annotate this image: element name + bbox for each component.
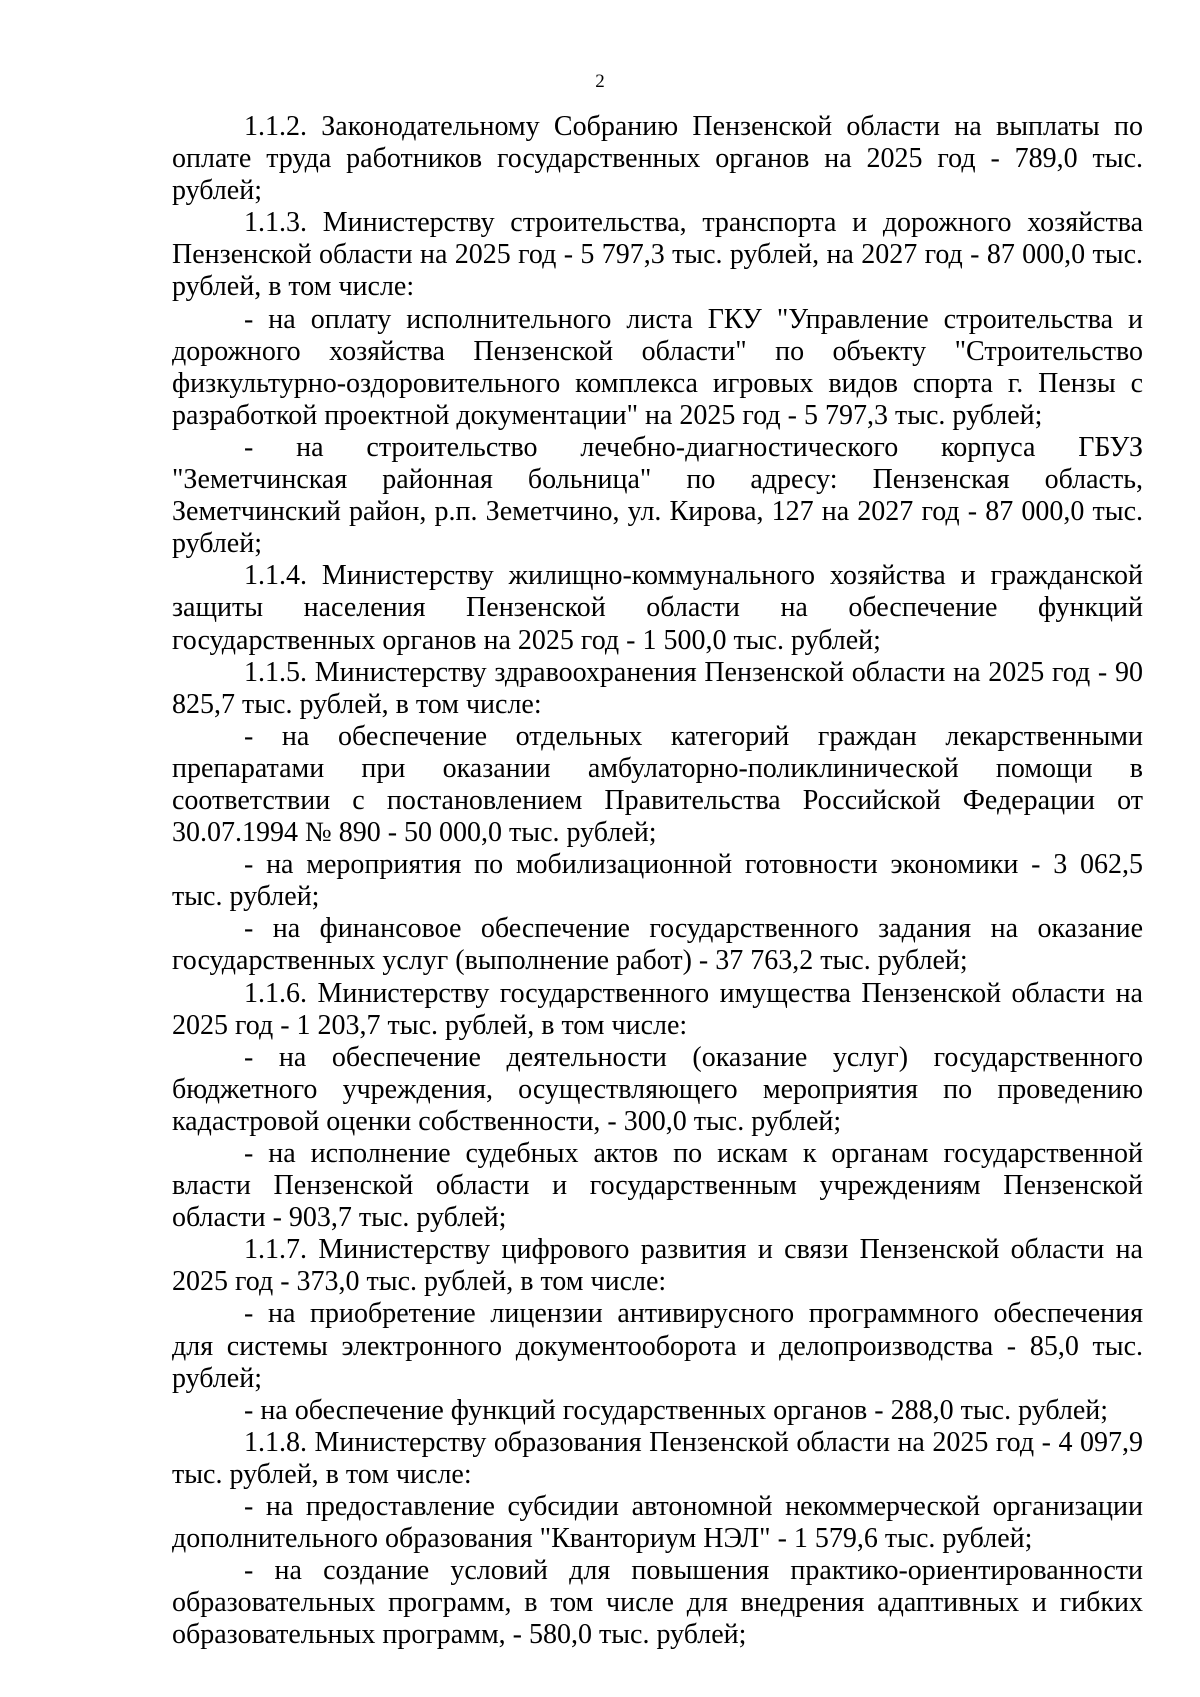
paragraph-1-1-4: 1.1.4. Министерству жилищно-коммунального хозяйства и гражданской защиты населения Пензенской области на обеспечение функций государственных органов на 2025 год - 1 500,0 тыс. рублей; [172,560,1143,656]
page-number: 2 [595,71,605,92]
paragraph-1-1-3: 1.1.3. Министерству строительства, транспорта и дорожного хозяйства Пензенской области на 2025 год - 5 797,3 тыс. рублей, на 2027 год - 87 000,0 тыс. рублей, в том числе: [172,207,1143,303]
list-item-state-assignment: - на финансовое обеспечение государственного задания на оказание государственных услуг (выполнение работ) - 37 763,2 тыс. рублей; [172,913,1143,977]
list-item-antivirus-license: - на приобретение лицензии антивирусного программного обеспечения для системы электронного документооборота и делопроизводства - 85,0 тыс. рублей; [172,1298,1143,1394]
paragraph-1-1-5: 1.1.5. Министерству здравоохранения Пензенской области на 2025 год - 90 825,7 тыс. рублей, в том числе: [172,656,1143,720]
list-item-state-functions: - на обеспечение функций государственных органов - 288,0 тыс. рублей; [244,1394,1109,1426]
list-item-cadastral-valuation: - на обеспечение деятельности (оказание услуг) государственного бюджетного учреждения, осуществляющего мероприятия по проведению кадастровой оценки собственности, - 300,0 тыс. рублей; [172,1041,1143,1137]
list-item-diagnostic-building: - на строительство лечебно-диагностического корпуса ГБУЗ "Земетчинская районная больница" по адресу: Пензенская область, Земетчинский район, р.п. Земетчино, ул. Кирова, 127 на 2027 год - 87 000,0 тыс. рублей; [172,431,1143,560]
list-item-educational-programs: - на создание условий для повышения практико-ориентированности образовательных программ, в том числе для внедрения адаптивных и гибких образовательных программ, - 580,0 тыс. рублей; [172,1555,1143,1651]
list-item-execution-sheet: - на оплату исполнительного листа ГКУ "Управление строительства и дорожного хозяйства Пензенской области" по объекту "Строительство физкультурно-оздоровительного комплекса игровых видов спорта г. Пензы с разработкой проектной документации" на 2025 год - 5 797,3 тыс. рублей; [172,303,1143,431]
list-item-court-acts: - на исполнение судебных актов по искам к органам государственной власти Пензенской области и государственным учреждениям Пензенской области - 903,7 тыс. рублей; [172,1138,1143,1234]
paragraph-1-1-8: 1.1.8. Министерству образования Пензенской области на 2025 год - 4 097,9 тыс. рублей, в том числе: [172,1426,1143,1490]
document-body [172,111,1143,1652]
paragraph-1-1-7: 1.1.7. Министерству цифрового развития и связи Пензенской области на 2025 год - 373,0 тыс. рублей, в том числе: [172,1234,1143,1298]
list-item-medicines: - на обеспечение отдельных категорий граждан лекарственными препаратами при оказании амбулаторно-поликлинической помощи в соответствии с постановлением Правительства Российской Федерации от 30.07.1994 № 890 - 50 000,0 тыс. рублей; [172,720,1143,849]
list-item-mobilization: - на мероприятия по мобилизационной готовности экономики - 3 062,5 тыс. рублей; [172,849,1143,913]
list-item-kvantorium-subsidy: - на предоставление субсидии автономной некоммерческой организации дополнительного образования "Кванториум НЭЛ" - 1 579,6 тыс. рублей; [172,1491,1143,1555]
paragraph-1-1-2: 1.1.2. Законодательному Собранию Пензенской области на выплаты по оплате труда работников государственных органов на 2025 год - 789,0 тыс. рублей; [172,111,1143,207]
paragraph-1-1-6: 1.1.6. Министерству государственного имущества Пензенской области на 2025 год - 1 203,7 тыс. рублей, в том числе: [172,977,1143,1041]
